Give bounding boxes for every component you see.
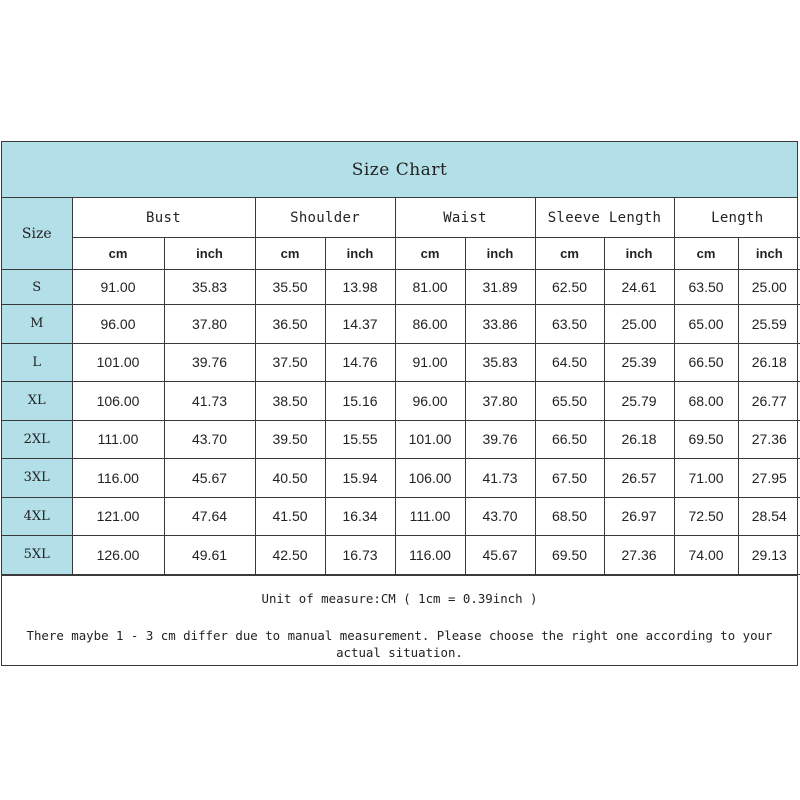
measurement-cell: 37.80 bbox=[465, 382, 535, 421]
measurement-cell: 126.00 bbox=[72, 536, 164, 575]
measurement-cell: 121.00 bbox=[72, 497, 164, 536]
measurement-cell: 101.00 bbox=[395, 420, 465, 459]
measurement-cell: 106.00 bbox=[395, 459, 465, 498]
measurement-cell: 96.00 bbox=[395, 382, 465, 421]
table-row bbox=[2, 420, 800, 459]
group-header-shoulder: Shoulder bbox=[255, 198, 395, 238]
measurement-cell: 45.67 bbox=[465, 536, 535, 575]
measurement-cell: 69.50 bbox=[535, 536, 604, 575]
size-label: XL bbox=[2, 382, 72, 421]
measurement-cell: 43.70 bbox=[465, 497, 535, 536]
measurement-cell: 14.76 bbox=[325, 343, 395, 382]
measurement-cell: 26.97 bbox=[604, 497, 674, 536]
measurement-cell: 15.55 bbox=[325, 420, 395, 459]
size-label: 4XL bbox=[2, 497, 72, 536]
unit-header: inch bbox=[738, 238, 800, 270]
measurement-cell: 43.70 bbox=[164, 420, 255, 459]
disclaimer-note: There maybe 1 - 3 cm differ due to manual measurement. Please choose the right one according to your actual situation. bbox=[26, 627, 773, 660]
measurement-cell: 41.50 bbox=[255, 497, 325, 536]
unit-header: inch bbox=[164, 238, 255, 270]
measurement-cell: 63.50 bbox=[535, 305, 604, 344]
measurement-cell: 25.00 bbox=[604, 305, 674, 344]
unit-note: Unit of measure:CM ( 1cm = 0.39inch ) bbox=[261, 590, 538, 606]
measurement-cell: 111.00 bbox=[395, 497, 465, 536]
group-header-row bbox=[2, 198, 800, 238]
measurement-cell: 40.50 bbox=[255, 459, 325, 498]
unit-header: inch bbox=[465, 238, 535, 270]
table-row bbox=[2, 497, 800, 536]
size-table bbox=[2, 198, 800, 575]
measurement-cell: 37.50 bbox=[255, 343, 325, 382]
measurement-cell: 14.37 bbox=[325, 305, 395, 344]
table-row bbox=[2, 536, 800, 575]
measurement-cell: 26.18 bbox=[604, 420, 674, 459]
measurement-cell: 71.00 bbox=[674, 459, 738, 498]
measurement-cell: 67.50 bbox=[535, 459, 604, 498]
measurement-cell: 39.50 bbox=[255, 420, 325, 459]
measurement-cell: 41.73 bbox=[465, 459, 535, 498]
measurement-cell: 27.36 bbox=[738, 420, 800, 459]
measurement-cell: 27.95 bbox=[738, 459, 800, 498]
measurement-cell: 24.61 bbox=[604, 270, 674, 305]
unit-header: inch bbox=[325, 238, 395, 270]
measurement-cell: 28.54 bbox=[738, 497, 800, 536]
size-label: S bbox=[2, 270, 72, 305]
measurement-cell: 81.00 bbox=[395, 270, 465, 305]
measurement-cell: 35.83 bbox=[164, 270, 255, 305]
measurement-cell: 25.59 bbox=[738, 305, 800, 344]
group-header-length: Length bbox=[674, 198, 800, 238]
measurement-cell: 36.50 bbox=[255, 305, 325, 344]
measurement-cell: 116.00 bbox=[72, 459, 164, 498]
measurement-cell: 25.79 bbox=[604, 382, 674, 421]
measurement-cell: 91.00 bbox=[72, 270, 164, 305]
measurement-cell: 26.77 bbox=[738, 382, 800, 421]
size-label: 2XL bbox=[2, 420, 72, 459]
measurement-cell: 35.50 bbox=[255, 270, 325, 305]
measurement-cell: 38.50 bbox=[255, 382, 325, 421]
size-label: 5XL bbox=[2, 536, 72, 575]
measurement-cell: 39.76 bbox=[465, 420, 535, 459]
measurement-cell: 25.39 bbox=[604, 343, 674, 382]
unit-header-row bbox=[2, 238, 800, 270]
measurement-cell: 101.00 bbox=[72, 343, 164, 382]
measurement-cell: 45.67 bbox=[164, 459, 255, 498]
table-body bbox=[2, 270, 800, 575]
measurement-cell: 29.13 bbox=[738, 536, 800, 575]
measurement-cell: 16.34 bbox=[325, 497, 395, 536]
measurement-cell: 72.50 bbox=[674, 497, 738, 536]
size-chart bbox=[1, 141, 798, 666]
measurement-cell: 26.57 bbox=[604, 459, 674, 498]
measurement-cell: 26.18 bbox=[738, 343, 800, 382]
unit-header: cm bbox=[674, 238, 738, 270]
measurement-cell: 64.50 bbox=[535, 343, 604, 382]
group-header-bust: Bust bbox=[72, 198, 255, 238]
unit-header: inch bbox=[604, 238, 674, 270]
measurement-cell: 41.73 bbox=[164, 382, 255, 421]
unit-header: cm bbox=[72, 238, 164, 270]
measurement-cell: 39.76 bbox=[164, 343, 255, 382]
measurement-cell: 25.00 bbox=[738, 270, 800, 305]
measurement-cell: 42.50 bbox=[255, 536, 325, 575]
measurement-cell: 116.00 bbox=[395, 536, 465, 575]
measurement-cell: 106.00 bbox=[72, 382, 164, 421]
measurement-cell: 91.00 bbox=[395, 343, 465, 382]
measurement-cell: 15.94 bbox=[325, 459, 395, 498]
measurement-cell: 35.83 bbox=[465, 343, 535, 382]
measurement-cell: 49.61 bbox=[164, 536, 255, 575]
measurement-cell: 33.86 bbox=[465, 305, 535, 344]
measurement-cell: 63.50 bbox=[674, 270, 738, 305]
measurement-cell: 74.00 bbox=[674, 536, 738, 575]
table-row bbox=[2, 270, 800, 305]
group-header-waist: Waist bbox=[395, 198, 535, 238]
measurement-cell: 66.50 bbox=[674, 343, 738, 382]
measurement-cell: 47.64 bbox=[164, 497, 255, 536]
unit-header: cm bbox=[255, 238, 325, 270]
measurement-cell: 68.00 bbox=[674, 382, 738, 421]
size-label: L bbox=[2, 343, 72, 382]
measurement-cell: 37.80 bbox=[164, 305, 255, 344]
measurement-cell: 66.50 bbox=[535, 420, 604, 459]
measurement-cell: 15.16 bbox=[325, 382, 395, 421]
measurement-cell: 27.36 bbox=[604, 536, 674, 575]
notes-section bbox=[2, 575, 797, 665]
measurement-cell: 69.50 bbox=[674, 420, 738, 459]
unit-header: cm bbox=[535, 238, 604, 270]
measurement-cell: 96.00 bbox=[72, 305, 164, 344]
measurement-cell: 65.00 bbox=[674, 305, 738, 344]
table-row bbox=[2, 459, 800, 498]
measurement-cell: 68.50 bbox=[535, 497, 604, 536]
table-row bbox=[2, 305, 800, 344]
measurement-cell: 86.00 bbox=[395, 305, 465, 344]
chart-title: Size Chart bbox=[2, 142, 797, 198]
measurement-cell: 31.89 bbox=[465, 270, 535, 305]
size-column-header: Size bbox=[2, 198, 72, 270]
measurement-cell: 62.50 bbox=[535, 270, 604, 305]
size-label: M bbox=[2, 305, 72, 344]
measurement-cell: 16.73 bbox=[325, 536, 395, 575]
measurement-cell: 111.00 bbox=[72, 420, 164, 459]
measurement-cell: 65.50 bbox=[535, 382, 604, 421]
group-header-sleeve-length: Sleeve Length bbox=[535, 198, 674, 238]
size-label: 3XL bbox=[2, 459, 72, 498]
table-row bbox=[2, 343, 800, 382]
table-row bbox=[2, 382, 800, 421]
measurement-cell: 13.98 bbox=[325, 270, 395, 305]
unit-header: cm bbox=[395, 238, 465, 270]
